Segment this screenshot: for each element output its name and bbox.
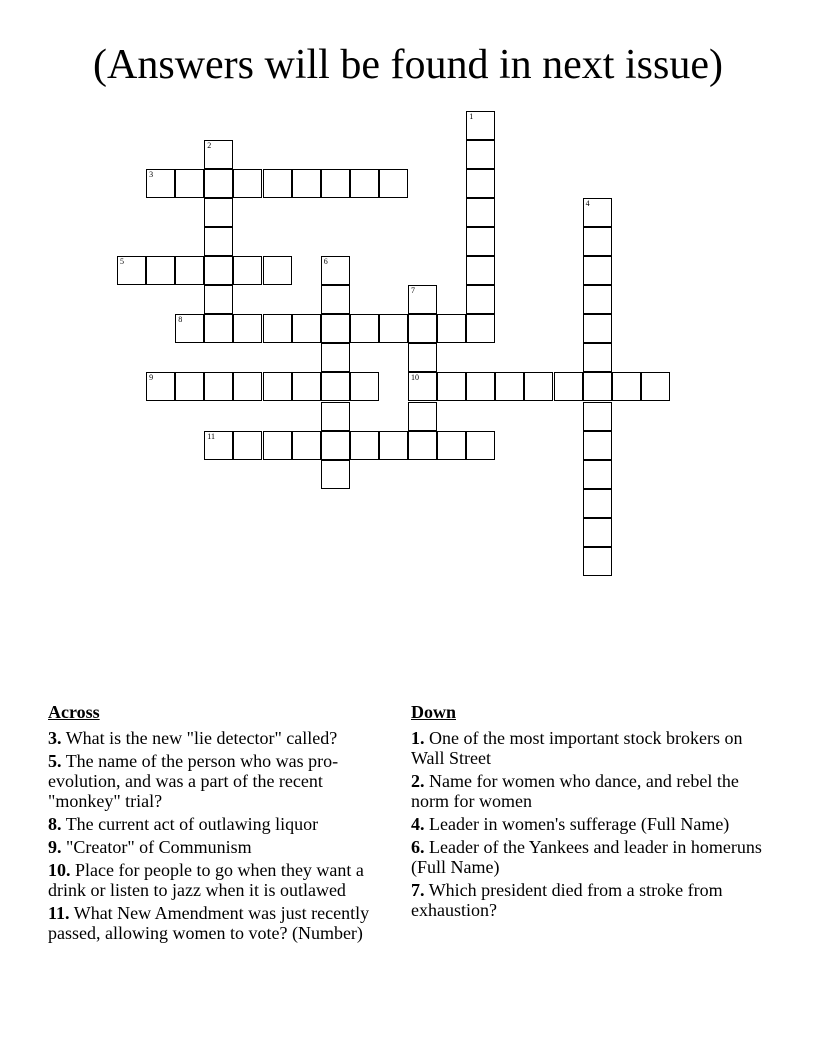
grid-cell <box>146 256 175 285</box>
grid-cell <box>204 372 233 401</box>
grid-cell <box>466 285 495 314</box>
grid-cell <box>408 372 437 401</box>
grid-cell <box>175 169 204 198</box>
grid-cell <box>263 169 292 198</box>
cell-number: 10 <box>411 373 419 383</box>
grid-cell <box>583 547 612 576</box>
grid-cell <box>379 314 408 343</box>
clue-number: 11. <box>48 903 70 923</box>
grid-cell <box>321 256 350 285</box>
grid-cell <box>408 343 437 372</box>
grid-cell <box>175 314 204 343</box>
cell-number: 4 <box>585 198 590 208</box>
grid-cell <box>350 372 379 401</box>
clue-number: 4. <box>411 814 425 834</box>
down-heading: Down <box>411 702 457 722</box>
clue-text: What New Amendment was just recently passed, allowing women to vote? (Number) <box>48 903 370 943</box>
clue-number: 6. <box>411 837 425 857</box>
clue-text: The current act of outlawing liquor <box>65 814 319 834</box>
cell-number: 8 <box>178 315 183 325</box>
clue-text: Name for women who dance, and rebel the norm for women <box>411 771 739 811</box>
grid-cell <box>583 285 612 314</box>
grid-cell <box>466 372 495 401</box>
grid-cell <box>524 372 553 401</box>
clue-text: Leader of the Yankees and leader in homeruns (Full Name) <box>411 837 762 877</box>
clue-number: 3. <box>48 728 62 748</box>
grid-cell <box>321 402 350 431</box>
grid-cell <box>408 285 437 314</box>
grid-cell <box>466 314 495 343</box>
puzzle-title: (Answers will be found in next issue) <box>93 42 723 88</box>
cell-number: 11 <box>207 431 215 441</box>
grid-cell <box>263 314 292 343</box>
grid-cell <box>437 372 466 401</box>
clue-number: 2. <box>411 771 425 791</box>
grid-cell <box>321 431 350 460</box>
grid-cell <box>379 169 408 198</box>
clue-across-3 <box>48 728 400 748</box>
grid-cell <box>466 227 495 256</box>
grid-cell <box>583 314 612 343</box>
grid-cell <box>583 256 612 285</box>
clue-across-8 <box>48 814 400 834</box>
grid-cell <box>117 256 146 285</box>
grid-cell <box>583 431 612 460</box>
clue-across-11 <box>48 903 400 943</box>
grid-cell <box>408 402 437 431</box>
clue-down-2 <box>411 771 763 811</box>
grid-cell <box>554 372 583 401</box>
grid-cell <box>379 431 408 460</box>
grid-cell <box>204 285 233 314</box>
grid-cell <box>146 169 175 198</box>
grid-cell <box>495 372 524 401</box>
clue-number: 5. <box>48 751 62 771</box>
grid-cell <box>583 460 612 489</box>
grid-cell <box>204 140 233 169</box>
grid-cell <box>233 314 262 343</box>
grid-cell <box>292 314 321 343</box>
grid-cell <box>350 431 379 460</box>
grid-cell <box>437 431 466 460</box>
across-heading: Across <box>48 702 100 722</box>
clue-number: 9. <box>48 837 62 857</box>
grid-cell <box>583 227 612 256</box>
across-clues <box>48 702 400 946</box>
cell-number: 9 <box>149 373 154 383</box>
clue-across-5 <box>48 751 400 811</box>
grid-cell <box>204 169 233 198</box>
grid-cell <box>583 402 612 431</box>
grid-cell <box>233 372 262 401</box>
grid-cell <box>321 285 350 314</box>
grid-cell <box>641 372 670 401</box>
grid-cell <box>263 256 292 285</box>
grid-cell <box>583 518 612 547</box>
clue-text: Place for people to go when they want a drink or listen to jazz when it is outlawed <box>48 860 364 900</box>
grid-cell <box>204 198 233 227</box>
clue-text: Which president died from a stroke from exhaustion? <box>411 880 723 920</box>
grid-cell <box>263 372 292 401</box>
grid-cell <box>321 169 350 198</box>
grid-cell <box>292 431 321 460</box>
grid-cell <box>321 343 350 372</box>
grid-cell <box>466 431 495 460</box>
clue-down-4 <box>411 814 763 834</box>
down-clues <box>411 702 763 923</box>
clue-text: What is the new "lie detector" called? <box>65 728 338 748</box>
clue-text: Leader in women's sufferage (Full Name) <box>429 814 730 834</box>
grid-cell <box>233 431 262 460</box>
grid-cell <box>466 169 495 198</box>
clue-down-6 <box>411 837 763 877</box>
cell-number: 6 <box>323 257 328 266</box>
grid-cell <box>263 431 292 460</box>
grid-cell <box>350 169 379 198</box>
grid-cell <box>175 372 204 401</box>
grid-cell <box>233 169 262 198</box>
clue-text: "Creator" of Communism <box>66 837 252 857</box>
grid-cell <box>466 140 495 169</box>
grid-cell <box>292 169 321 198</box>
grid-cell <box>583 372 612 401</box>
clue-text: One of the most important stock brokers on Wall Street <box>411 728 743 768</box>
clue-down-1 <box>411 728 763 768</box>
cell-number: 7 <box>411 286 415 296</box>
clue-number: 8. <box>48 814 62 834</box>
grid-cell <box>204 431 233 460</box>
grid-cell <box>408 314 437 343</box>
grid-cell <box>146 372 175 401</box>
grid-cell <box>321 460 350 489</box>
grid-cell <box>321 314 350 343</box>
grid-cell <box>466 256 495 285</box>
grid-cell <box>583 198 612 227</box>
grid-cell <box>350 314 379 343</box>
clue-across-9 <box>48 837 400 857</box>
grid-cell <box>466 198 495 227</box>
grid-cell <box>292 372 321 401</box>
clue-text: The name of the person who was pro-evolution, and was a part of the recent "monkey" trial? <box>48 751 339 811</box>
clue-number: 10. <box>48 860 71 880</box>
grid-cell <box>321 372 350 401</box>
grid-cell <box>437 314 466 343</box>
grid-cell <box>204 314 233 343</box>
grid-cell <box>408 431 437 460</box>
grid-cell <box>204 256 233 285</box>
clue-down-7 <box>411 880 763 920</box>
grid-cell <box>233 256 262 285</box>
clue-number: 1. <box>411 728 425 748</box>
cell-number: 3 <box>149 169 154 179</box>
cell-number: 5 <box>120 257 124 266</box>
grid-cell <box>612 372 641 401</box>
cell-number: 1 <box>469 111 474 121</box>
clue-number: 7. <box>411 880 425 900</box>
grid-cell <box>466 111 495 140</box>
grid-cell <box>583 489 612 518</box>
cell-number: 2 <box>207 140 212 150</box>
grid-cell <box>175 256 204 285</box>
grid-cell <box>583 343 612 372</box>
clue-across-10 <box>48 860 400 900</box>
grid-cell <box>204 227 233 256</box>
